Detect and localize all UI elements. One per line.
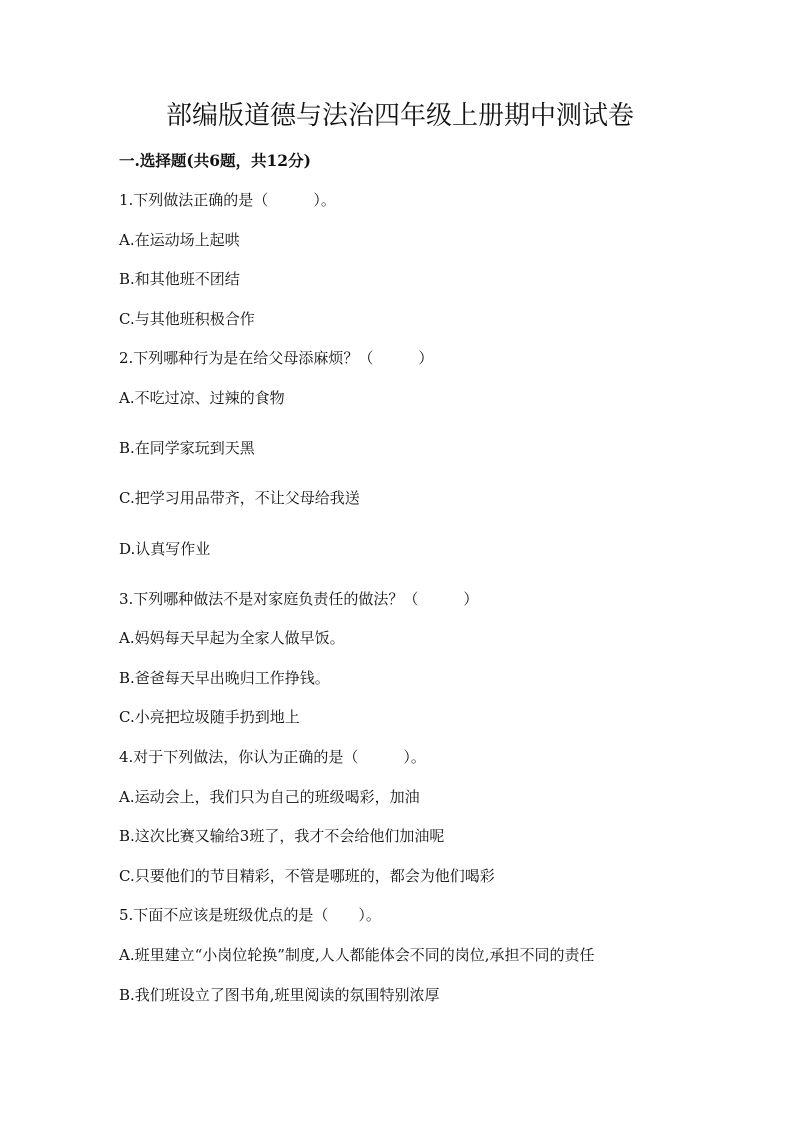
- question-option: B.爸爸每天早出晚归工作挣钱。: [119, 669, 330, 687]
- question-option: A.不吃过凉、过辣的食物: [119, 389, 285, 407]
- question-option: A.在运动场上起哄: [119, 231, 240, 249]
- question-option: C.只要他们的节目精彩，不管是哪班的，都会为他们喝彩: [119, 867, 495, 885]
- question-stem: 2.下列哪种行为是在给父母添麻烦？（ ）: [119, 349, 434, 367]
- question-option: C.把学习用品带齐，不让父母给我送: [119, 489, 360, 507]
- section-heading: 一.选择题(共6题，共12分): [119, 151, 311, 170]
- question-stem: 3.下列哪种做法不是对家庭负责任的做法？（ ）: [119, 590, 479, 608]
- question-option: B.在同学家玩到天黑: [119, 439, 255, 457]
- question-option: C.与其他班积极合作: [119, 310, 255, 328]
- question-option: A.班里建立“小岗位轮换”制度,人人都能体会不同的岗位,承担不同的责任: [119, 946, 595, 964]
- question-option: C.小亮把垃圾随手扔到地上: [119, 708, 300, 726]
- question-option: B.我们班设立了图书角,班里阅读的氛围特别浓厚: [119, 986, 440, 1004]
- question-option: B.这次比赛又输给3班了，我才不会给他们加油呢: [119, 827, 445, 845]
- question-option: A.运动会上，我们只为自己的班级喝彩，加油: [119, 788, 420, 806]
- question-option: A.妈妈每天早起为全家人做早饭。: [119, 629, 345, 647]
- question-stem: 4.对于下列做法，你认为正确的是（ ）。: [119, 748, 426, 766]
- page-title: 部编版道德与法治四年级上册期中测试卷: [165, 101, 634, 131]
- question-stem: 5.下面不应该是班级优点的是（ ）。: [119, 906, 381, 924]
- question-option: D.认真写作业: [119, 540, 211, 558]
- question-option: B.和其他班不团结: [119, 270, 240, 288]
- question-stem: 1.下列做法正确的是（ ）。: [119, 191, 336, 209]
